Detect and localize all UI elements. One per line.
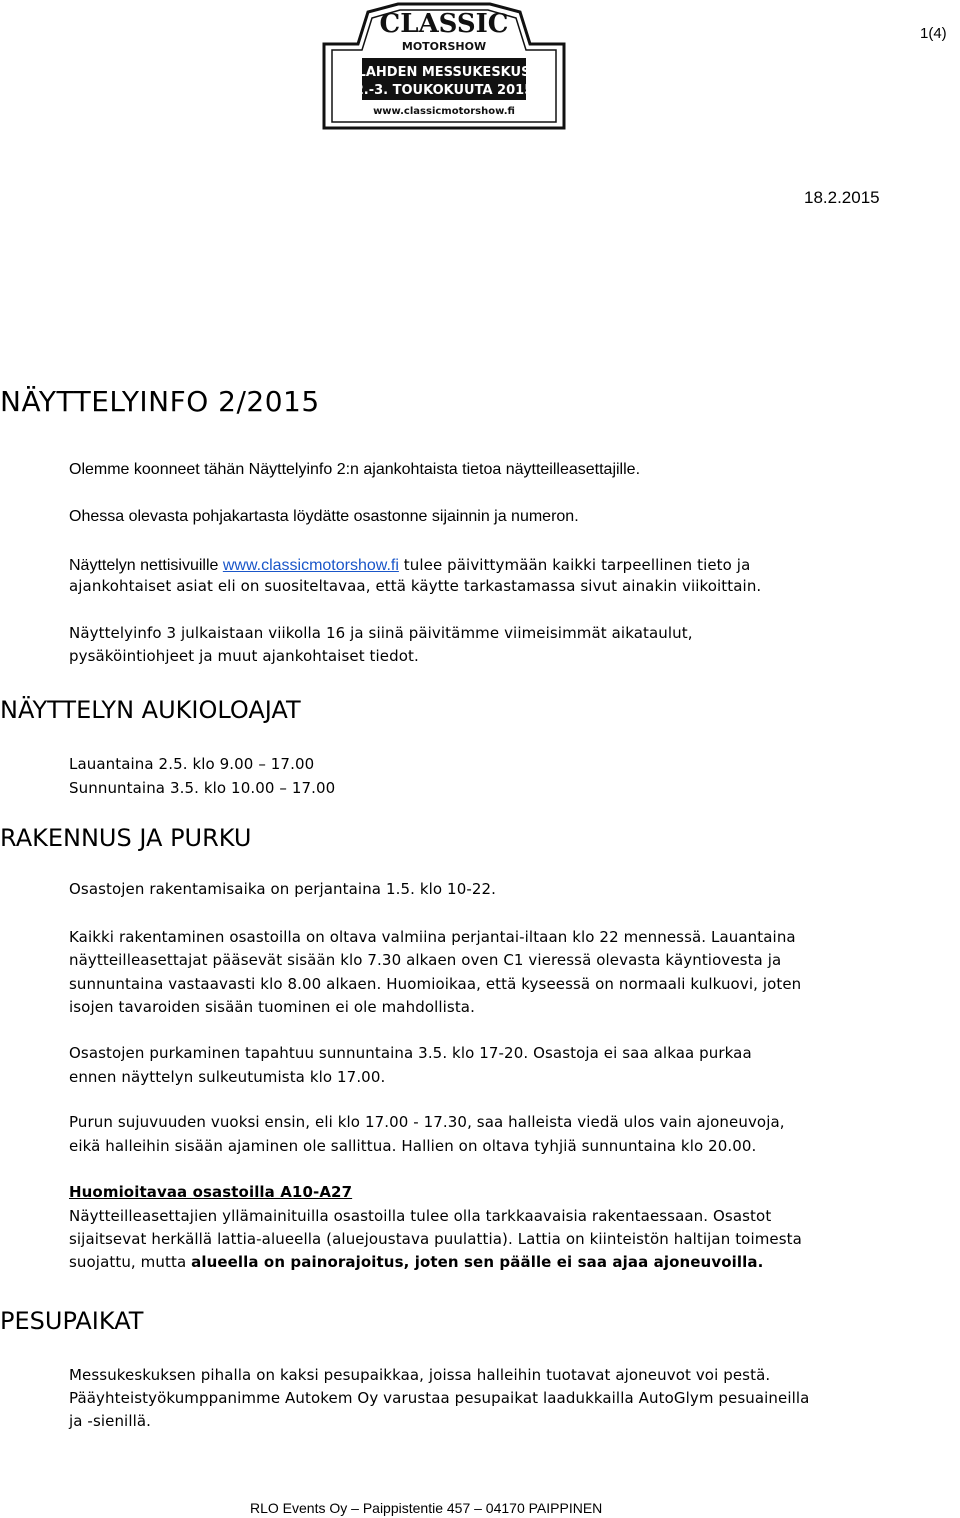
wash-line-2: Pääyhteistyökumppanimme Autokem Oy varustaa pesupaikat laadukkailla AutoGlym pesuaineilla — [69, 1389, 810, 1407]
intro-p3-prefix: Näyttelyn nettisivuille — [69, 557, 223, 574]
logo-subtitle: MOTORSHOW — [401, 40, 487, 53]
note-line-1: Näytteilleasettajien yllämainituilla osastoilla tulee olla tarkkaavaisia rakentaessaan. Osastot — [69, 1207, 772, 1225]
intro-p3-suffix: tulee päivittymään kaikki tarpeellinen tieto ja — [398, 556, 751, 574]
build-paragraph-2-line1: Kaikki rakentaminen osastoilla on oltava valmiina perjantai-iltaan klo 22 mennessä. Lauantaina — [69, 928, 796, 946]
footer-address: RLO Events Oy – Paippistentie 457 – 04170 PAIPPINEN — [250, 1500, 603, 1516]
build-paragraph-3-line2: ennen näyttelyn sulkeutumista klo 17.00. — [69, 1068, 386, 1086]
note-heading: Huomioitavaa osastoilla A10-A27 — [69, 1183, 353, 1201]
page-number: 1(4) — [920, 25, 947, 42]
intro-paragraph-4-line1: Näyttelyinfo 3 julkaistaan viikolla 16 ja siinä päivitämme viimeisimmät aikataulut, — [69, 624, 693, 642]
build-paragraph-2-line3: sunnuntaina vastaavasti klo 8.00 alkaen. Huomioikaa, että kyseessä on normaali kulkuovi, joten — [69, 975, 802, 993]
intro-paragraph-2: Ohessa olevasta pohjakartasta löydätte osastonne sijainnin ja numeron. — [69, 508, 579, 525]
build-heading: RAKENNUS JA PURKU — [0, 824, 252, 852]
classic-motorshow-logo — [320, 2, 568, 132]
note-line-3-prefix: suojattu, mutta — [69, 1253, 192, 1271]
website-link[interactable]: www.classicmotorshow.fi — [222, 557, 399, 574]
logo-url: www.classicmotorshow.fi — [373, 106, 515, 117]
intro-paragraph-3 — [69, 554, 750, 577]
logo-venue: LAHDEN MESSUKESKUS — [357, 65, 531, 80]
opening-hours-heading: NÄYTTELYN AUKIOLOAJAT — [0, 696, 301, 724]
build-paragraph-4-line2: eikä halleihin sisään ajaminen ole sallittua. Hallien on oltava tyhjiä sunnuntaina klo 20.00. — [69, 1137, 757, 1155]
logo-dates: 2.-3. TOUKOKUUTA 2015 — [354, 83, 534, 98]
note-line-3 — [69, 1253, 763, 1271]
opening-hours-sunday: Sunnuntaina 3.5. klo 10.00 – 17.00 — [69, 779, 336, 797]
build-paragraph-1: Osastojen rakentamisaika on perjantaina 1.5. klo 10-22. — [69, 880, 497, 898]
build-paragraph-3-line1: Osastojen purkaminen tapahtuu sunnuntaina 3.5. klo 17-20. Osastoja ei saa alkaa purkaa — [69, 1044, 752, 1062]
build-paragraph-2-line2: näytteilleasettajat pääsevät sisään klo 7.30 alkaen oven C1 vieressä olevasta käyntiovesta ja — [69, 951, 782, 969]
note-weight-warning: alueella on painorajoitus, joten sen päälle ei saa ajaa ajoneuvoilla. — [191, 1253, 764, 1271]
opening-hours-saturday: Lauantaina 2.5. klo 9.00 – 17.00 — [69, 755, 315, 773]
wash-line-1: Messukeskuksen pihalla on kaksi pesupaikkaa, joissa halleihin tuotavat ajoneuvot voi pestä. — [69, 1366, 771, 1384]
build-paragraph-4-line1: Purun sujuvuuden vuoksi ensin, eli klo 17.00 - 17.30, saa halleista viedä ulos vain ajoneuvoja, — [69, 1113, 785, 1131]
document-date: 18.2.2015 — [804, 188, 880, 207]
wash-line-3: ja -sienillä. — [69, 1412, 152, 1430]
logo-graphic — [320, 2, 568, 132]
page-title: NÄYTTELYINFO 2/2015 — [0, 385, 320, 418]
intro-paragraph-1: Olemme koonneet tähän Näyttelyinfo 2:n ajankohtaista tietoa näytteilleasettajille. — [69, 461, 641, 478]
logo-title: CLASSIC — [379, 9, 509, 39]
note-line-2: sijaitsevat herkällä lattia-alueella (aluejoustava puulattia). Lattia on kiinteistön haltijan toimesta — [69, 1230, 802, 1248]
intro-paragraph-4-line2: pysäköintiohjeet ja muut ajankohtaiset tiedot. — [69, 647, 419, 665]
build-paragraph-2-line4: isojen tavaroiden sisään tuominen ei ole mahdollista. — [69, 998, 475, 1016]
wash-heading: PESUPAIKAT — [0, 1307, 144, 1335]
intro-paragraph-3-line2: ajankohtaiset asiat eli on suositeltavaa, että käytte tarkastamassa sivut ainakin viikoittain. — [69, 577, 762, 595]
